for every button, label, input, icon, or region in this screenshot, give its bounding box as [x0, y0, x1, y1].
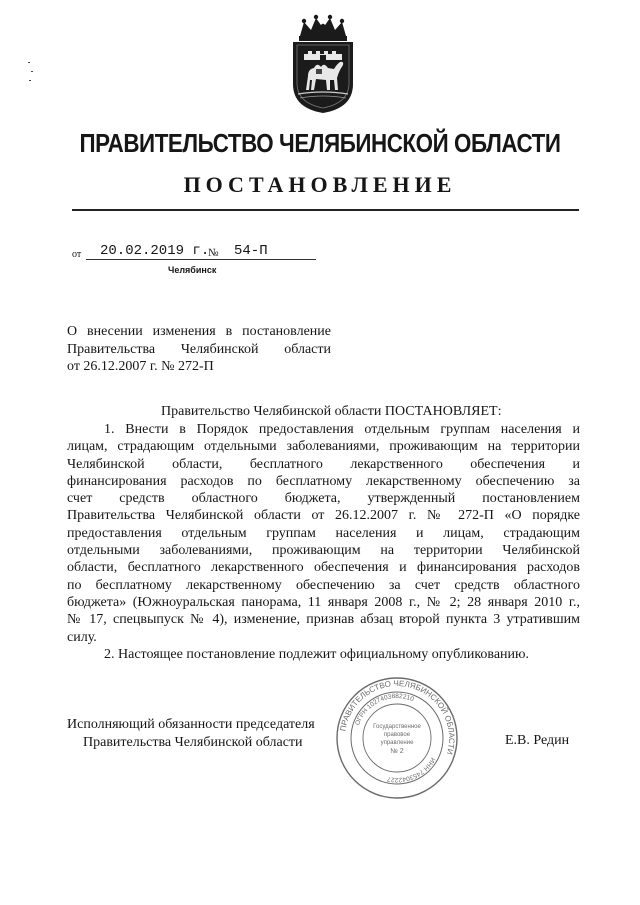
subject-line: Правительства Челябинской области — [67, 341, 331, 357]
body-line: предоставления отдельным группам населения и лицам, страдающим — [67, 525, 580, 541]
number-sign: № — [208, 247, 219, 259]
subject-line: О внесении изменения в постановление — [67, 324, 331, 339]
document-date: 20.02.2019 г. — [86, 243, 240, 260]
document-subject — [67, 323, 331, 376]
body-line: 2. Настоящее постановление подлежит официальному опубликованию. — [104, 646, 529, 662]
body-line: отдельными заболеваниями, проживающим на территории Челябинской — [67, 543, 580, 559]
body-line: бюджета» (Южноуральская панорама, 11 января 2008 г., № 2; 28 января 2010 г., — [67, 594, 580, 610]
document-body — [67, 421, 580, 663]
chelyabinsk-coat-of-arms-icon — [286, 14, 360, 114]
body-line: счет средств областного бюджета, утвержденный постановлением — [67, 491, 580, 507]
signatory-position — [67, 716, 337, 752]
body-line: № 17, спецвыпуск № 4), изменение, признав абзац второй пункта 3 утратившим — [67, 612, 580, 628]
city-name: Челябинск — [168, 265, 217, 275]
body-line: финансирования расходов по бесплатному лекарственному обеспечению за — [67, 473, 580, 489]
seal-inn-text: ИНН 7453042227 — [386, 756, 437, 784]
seal-center-line: № 2 — [390, 748, 404, 755]
government-title: ПРАВИТЕЛЬСТВО ЧЕЛЯБИНСКОЙ ОБЛАСТИ — [79, 128, 561, 158]
body-line: Правительства Челябинской области от 26.12.2007 г. № 272-П «О порядке — [67, 508, 580, 524]
document-number: 54-П — [228, 243, 316, 260]
body-line: 1. Внести в Порядок предоставления отдельным группам населения и — [104, 422, 580, 437]
decree-statement: Правительство Челябинской области ПОСТАНОВЛЯЕТ: — [161, 404, 502, 419]
official-seal-icon — [335, 676, 459, 800]
subject-line: от 26.12.2007 г. № 272-П — [67, 359, 214, 374]
seal-center-line: Государственное — [373, 724, 421, 730]
scan-specks — [28, 62, 34, 84]
date-prefix: от — [72, 249, 82, 260]
body-line: лицам, страдающим отдельными заболеваниями, проживающим на территории — [67, 439, 580, 455]
header-rule — [72, 209, 579, 211]
registration-line — [72, 243, 312, 263]
signatory-name: Е.В. Редин — [505, 733, 570, 748]
signatory-position-line: Исполняющий обязанности председателя — [67, 717, 315, 732]
body-line: по бесплатному лекарственному обеспечению за счет средств областного — [67, 577, 580, 593]
body-line: Челябинской области, бесплатного лекарственного обеспечения и — [67, 456, 580, 472]
seal-center-line: управление — [380, 740, 414, 746]
seal-ogrn-text: ОГРН 1027403882210 — [354, 692, 415, 727]
document-type: ПОСТАНОВЛЕНИЕ — [183, 172, 457, 197]
signatory-position-line: Правительства Челябинской области — [83, 735, 303, 750]
seal-outer-text: ПРАВИТЕЛЬСТВО ЧЕЛЯБИНСКОЙ ОБЛАСТИ — [338, 678, 457, 756]
body-line: силу. — [67, 629, 97, 645]
body-line: области, бесплатного лекарственного обеспечения и финансирования расходов — [67, 560, 580, 576]
seal-center-line: правовое — [383, 732, 411, 738]
